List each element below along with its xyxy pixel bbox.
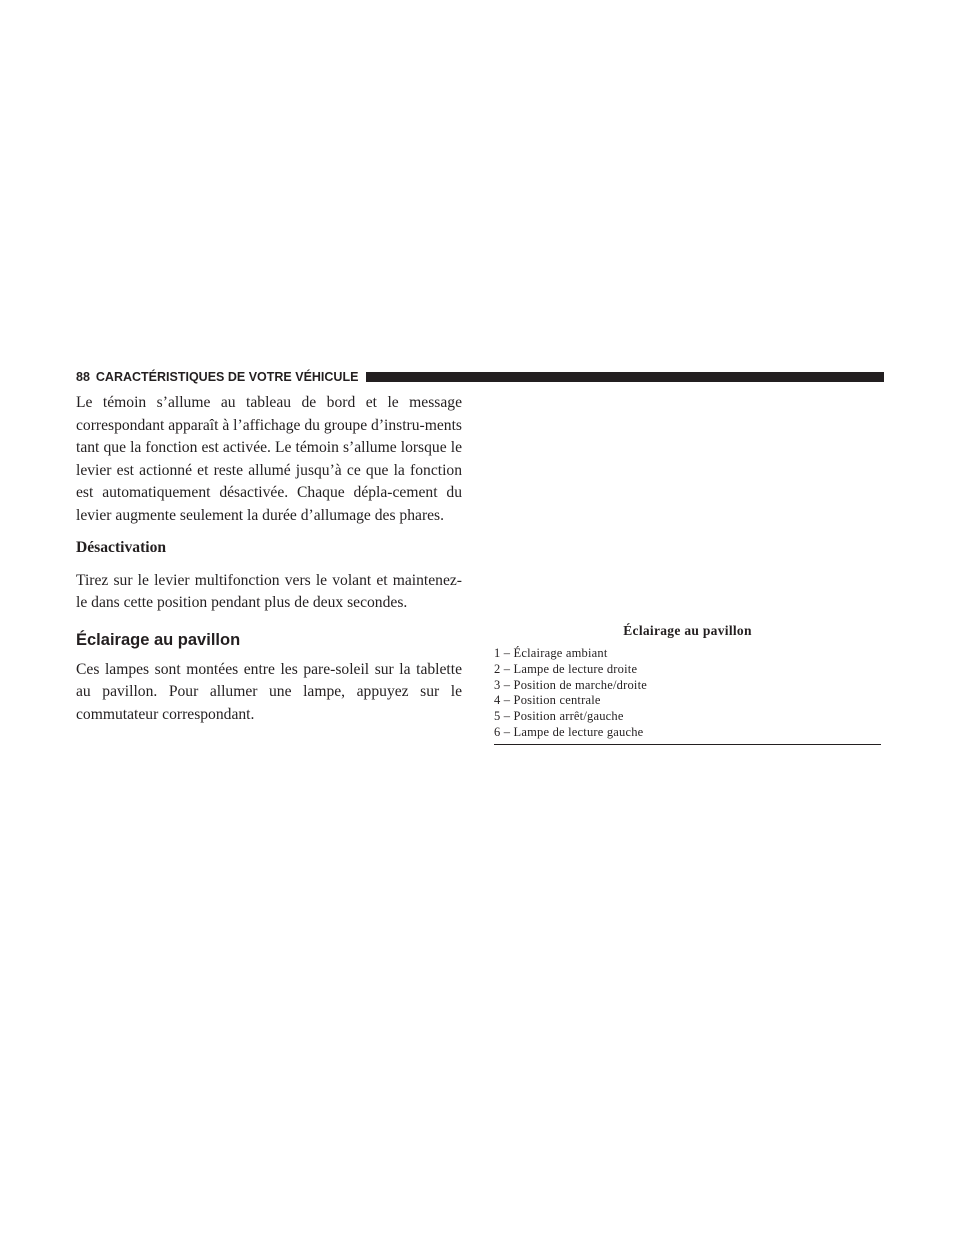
left-column: [76, 392, 462, 726]
legend-item: 3 – Position de marche/droite: [494, 677, 647, 692]
page-header: [76, 368, 884, 386]
paragraph-overhead-lighting: Ces lampes sont montées entre les pare-soleil sur la tablette au pavillon. Pour allumer une lampe, appuyez sur le commutateur correspondant.: [76, 660, 462, 723]
legend-item: 1 – Éclairage ambiant: [494, 646, 608, 660]
legend-item: 2 – Lampe de lecture droite: [494, 661, 638, 676]
figure-block: [494, 620, 881, 745]
paragraph-indicator: Le témoin s’allume au tableau de bord et le message correspondant apparaît à l’affichage du groupe d’instru-ments tant que la fonction est activée. Le témoin s’allume lorsque le levier est actionné et reste allumé jusqu’à ce que la fonction est automatiquement désactivée. Chaque dépla-cement du levier augmente seulement la durée d’allumage des phares.: [76, 394, 462, 524]
subheading-deactivation: Désactivation: [76, 539, 167, 556]
legend-item: 4 – Position centrale: [494, 693, 601, 708]
legend-item: 5 – Position arrêt/gauche: [494, 709, 624, 724]
section-heading-overhead-lighting: Éclairage au pavillon: [76, 630, 241, 649]
paragraph-deactivation: Tirez sur le levier multifonction vers le volant et maintenez-le dans cette position pendant plus de deux secondes.: [76, 571, 462, 611]
header-rule: [366, 372, 884, 382]
legend-item: 6 – Lampe de lecture gauche: [494, 724, 644, 739]
figure-caption: Éclairage au pavillon: [623, 623, 752, 638]
page-number: 88: [76, 370, 90, 384]
figure-legend: [494, 646, 881, 745]
chapter-title: CARACTÉRISTIQUES DE VOTRE VÉHICULE: [95, 370, 359, 384]
